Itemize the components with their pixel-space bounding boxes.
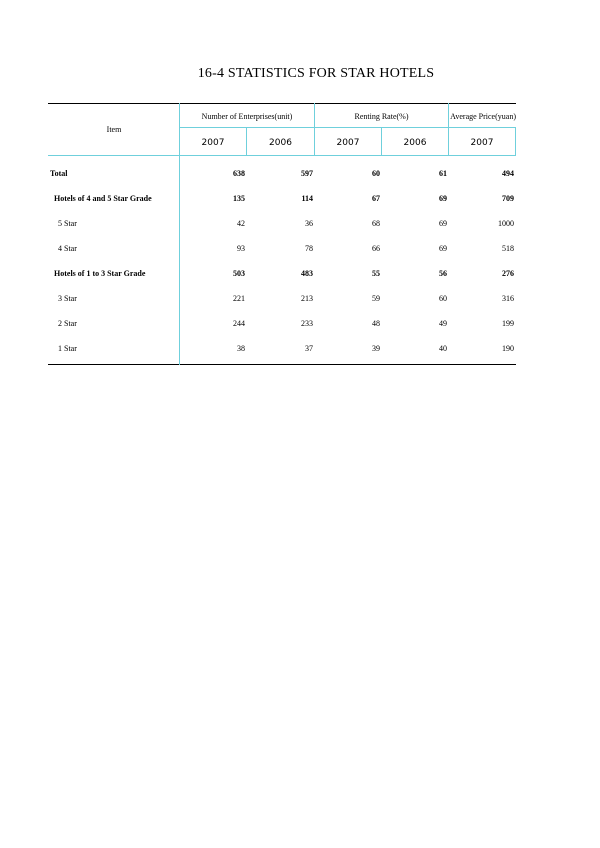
cell-value: 135 <box>233 194 245 203</box>
cell-value: 316 <box>502 294 514 303</box>
cell-value: 518 <box>502 244 514 253</box>
cell-value: 49 <box>439 319 447 328</box>
cell-value: 1000 <box>498 219 514 228</box>
statistics-table <box>48 103 516 365</box>
table-top-rule <box>48 103 516 104</box>
cell-value: 48 <box>372 319 380 328</box>
cell-value: 59 <box>372 294 380 303</box>
row-label: Hotels of 1 to 3 Star Grade <box>54 269 146 278</box>
item-column-header: Item <box>106 125 122 134</box>
table-row <box>48 269 516 281</box>
cell-value: 114 <box>301 194 313 203</box>
cell-value: 68 <box>372 219 380 228</box>
table-row <box>48 194 516 206</box>
cell-value: 233 <box>301 319 313 328</box>
header-group-rule <box>180 127 516 128</box>
cell-value: 60 <box>439 294 447 303</box>
cell-value: 42 <box>237 219 245 228</box>
enterprises-group-header: Number of Enterprises(unit) <box>201 112 293 121</box>
row-label: 5 Star <box>58 219 77 228</box>
row-label: Hotels of 4 and 5 Star Grade <box>54 194 152 203</box>
cell-value: 69 <box>439 219 447 228</box>
year-header: 2007 <box>336 138 360 148</box>
table-row <box>48 244 516 256</box>
cell-value: 78 <box>305 244 313 253</box>
cell-value: 37 <box>305 344 313 353</box>
cell-value: 190 <box>502 344 514 353</box>
cell-value: 709 <box>502 194 514 203</box>
year-header: 2006 <box>269 138 292 148</box>
row-label: Total <box>50 169 68 178</box>
cell-value: 93 <box>237 244 245 253</box>
page-title: 16-4 STATISTICS FOR STAR HOTELS <box>197 66 435 81</box>
year-header: 2006 <box>403 138 427 148</box>
cell-value: 60 <box>372 169 380 178</box>
table-bottom-rule <box>48 364 516 365</box>
cell-value: 39 <box>372 344 380 353</box>
cell-value: 55 <box>372 269 380 278</box>
cell-value: 597 <box>301 169 313 178</box>
row-label: 1 Star <box>58 344 77 353</box>
group-divider <box>448 103 449 156</box>
cell-value: 69 <box>439 244 447 253</box>
cell-value: 69 <box>439 194 447 203</box>
year-header: 2007 <box>201 138 225 148</box>
cell-value: 67 <box>372 194 380 203</box>
cell-value: 66 <box>372 244 380 253</box>
header-bottom-rule <box>48 155 516 156</box>
table-row <box>48 219 516 231</box>
row-label: 3 Star <box>58 294 77 303</box>
table-right-edge <box>515 127 516 156</box>
cell-value: 244 <box>233 319 245 328</box>
cell-value: 61 <box>439 169 447 178</box>
cell-value: 56 <box>439 269 447 278</box>
renting-rate-group-header: Renting Rate(%) <box>354 112 409 121</box>
average-price-group-header: Average Price(yuan) <box>450 112 516 121</box>
cell-value: 483 <box>301 269 313 278</box>
cell-value: 199 <box>502 319 514 328</box>
cell-value: 221 <box>233 294 245 303</box>
row-label: 4 Star <box>58 244 77 253</box>
cell-value: 40 <box>439 344 447 353</box>
year-header: 2007 <box>470 138 494 148</box>
cell-value: 213 <box>301 294 313 303</box>
table-row <box>48 294 516 306</box>
cell-value: 503 <box>233 269 245 278</box>
group-divider <box>314 103 315 156</box>
table-row <box>48 169 516 181</box>
cell-value: 276 <box>502 269 514 278</box>
row-label: 2 Star <box>58 319 77 328</box>
cell-value: 36 <box>305 219 313 228</box>
table-row <box>48 344 516 356</box>
table-row <box>48 319 516 331</box>
cell-value: 38 <box>237 344 245 353</box>
cell-value: 494 <box>502 169 514 178</box>
cell-value: 638 <box>233 169 245 178</box>
